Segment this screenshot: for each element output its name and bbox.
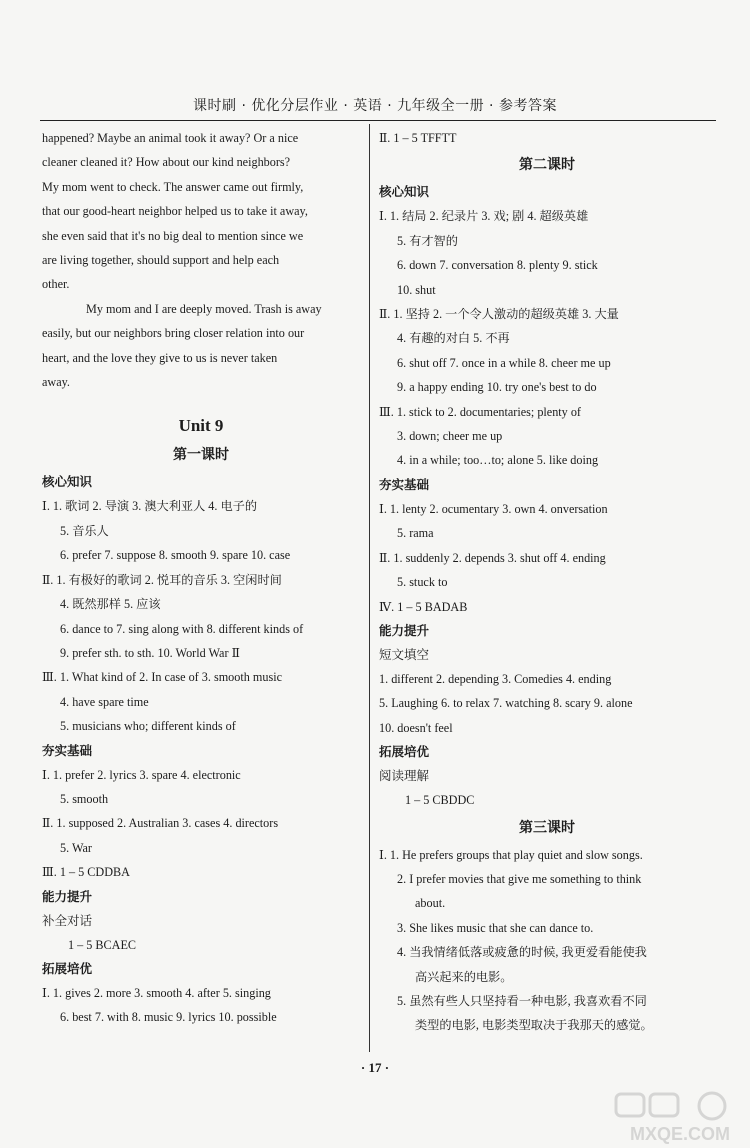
answer-line: Ⅲ. 1. stick to 2. documentaries; plenty of <box>379 404 581 419</box>
passage-line: that our good-heart neighbor helped us to take it away, <box>42 204 308 219</box>
extension-subtitle: 阅读理解 <box>379 768 430 784</box>
answer-line: 4. 既然那样 5. 应该 <box>60 597 161 612</box>
answer-line: 5. 音乐人 <box>60 523 109 538</box>
passage-paragraph-1 <box>42 126 360 297</box>
answer-line: 5. musicians who; different kinds of <box>60 719 236 734</box>
answer-line: Ⅱ. 1. supposed 2. Australian 3. cases 4. directors <box>42 816 279 831</box>
answer-line: Ⅰ. 1. 结局 2. 纪录片 3. 戏; 剧 4. 超级英雄 <box>379 209 589 224</box>
answer-line: 5. 有才智的 <box>397 233 458 248</box>
answer-line: 5. rama <box>397 526 434 541</box>
running-header: 课时刷 · 优化分层作业 · 英语 · 九年级全一册 · 参考答案 <box>193 98 557 114</box>
answer-line: 1 – 5 CBDDC <box>405 793 475 808</box>
passage-line: happened? Maybe an animal took it away? Or a nice <box>42 131 299 145</box>
answer-line: Ⅱ. 1 – 5 TFFTT <box>379 131 457 145</box>
answer-line: Ⅱ. 1. 有极好的歌词 2. 悦耳的音乐 3. 空闲时间 <box>42 572 282 587</box>
watermark-logo <box>612 1090 748 1146</box>
lesson-1-title: 第一课时 <box>173 447 229 464</box>
passage-line: she even said that it's no big deal to mention since we <box>42 228 304 243</box>
answer-line: 6. dance to 7. sing along with 8. different kinds of <box>60 621 304 636</box>
extension-title: 拓展培优 <box>379 744 430 760</box>
lesson-3-title: 第三课时 <box>519 819 575 836</box>
answer-line: Ⅰ. 1. 歌词 2. 导演 3. 澳大利亚人 4. 电子的 <box>42 499 258 514</box>
answer-line: 1 – 5 BCAEC <box>68 937 137 952</box>
answer-line: Ⅰ. 1. prefer 2. lyrics 3. spare 4. electronic <box>42 767 241 782</box>
passage-line: other. <box>42 277 70 292</box>
answer-line: about. <box>415 896 446 911</box>
basic-practice-title: 夯实基础 <box>379 476 430 492</box>
answer-line: 5. smooth <box>60 791 109 806</box>
answer-line: 4. 有趣的对白 5. 不再 <box>397 331 510 346</box>
column-divider <box>369 124 370 1052</box>
passage-line: heart, and the love they give to us is never taken <box>42 350 278 365</box>
passage-line: away. <box>42 375 70 390</box>
answer-line: 4. in a while; too…to; alone 5. like doing <box>397 453 599 468</box>
answer-line: 10. shut <box>397 282 436 297</box>
answer-line: 6. prefer 7. suppose 8. smooth 9. spare 10. case <box>60 548 291 563</box>
passage-line: My mom went to check. The answer came out firmly, <box>42 179 304 194</box>
passage-paragraph-2 <box>42 297 360 395</box>
answer-line: 5. War <box>60 840 92 855</box>
answer-line: 10. doesn't feel <box>379 720 453 735</box>
answer-line: 3. down; cheer me up <box>397 429 503 444</box>
answer-line: 9. a happy ending 10. try one's best to do <box>397 380 597 395</box>
answer-line: Ⅲ. 1 – 5 CDDBA <box>42 865 130 880</box>
passage-line: easily, but our neighbors bring closer relation into our <box>42 326 305 341</box>
answer-line: 4. 当我情绪低落或疲惫的时候, 我更爱看能使我 <box>397 945 647 960</box>
ability-subtitle: 短文填空 <box>379 646 430 662</box>
basic-practice-title: 夯实基础 <box>42 742 93 758</box>
answer-line: 1. different 2. depending 3. Comedies 4. ending <box>379 671 612 686</box>
answer-line: 3. She likes music that she can dance to. <box>397 920 594 935</box>
answer-line: 6. best 7. with 8. music 9. lyrics 10. possible <box>60 1010 277 1025</box>
ability-title: 能力提升 <box>379 622 430 638</box>
ability-title: 能力提升 <box>42 888 93 904</box>
passage-line: cleaner cleaned it? How about our kind neighbors? <box>42 155 291 170</box>
page-number: · 17 · <box>360 1060 390 1075</box>
answer-line: 4. have spare time <box>60 694 149 709</box>
core-knowledge-title: 核心知识 <box>379 184 430 200</box>
core-knowledge-title: 核心知识 <box>42 474 93 490</box>
answer-line: 9. prefer sth. to sth. 10. World War Ⅱ <box>60 645 240 660</box>
answer-line: Ⅱ. 1. 坚持 2. 一个令人激动的超级英雄 3. 大量 <box>379 307 619 322</box>
answer-line: 5. stuck to <box>397 575 448 590</box>
passage-line: My mom and I are deeply moved. Trash is away <box>86 301 322 316</box>
header-rule <box>40 120 716 121</box>
answer-line: Ⅰ. 1. He prefers groups that play quiet and slow songs. <box>379 847 643 862</box>
unit-title: Unit 9 <box>178 416 224 436</box>
answer-line: 6. shut off 7. once in a while 8. cheer me up <box>397 355 611 370</box>
answer-line: 2. I prefer movies that give me something to think <box>397 871 642 886</box>
ability-subtitle: 补全对话 <box>42 912 93 928</box>
answer-line: Ⅱ. 1. suddenly 2. depends 3. shut off 4. ending <box>379 550 606 565</box>
answer-line: 6. down 7. conversation 8. plenty 9. stick <box>397 258 598 273</box>
answer-line: 5. Laughing 6. to relax 7. watching 8. scary 9. alone <box>379 696 633 711</box>
lesson-2-title: 第二课时 <box>519 157 575 174</box>
answer-line: 5. 虽然有些人只坚持看一种电影, 我喜欢看不同 <box>397 993 647 1008</box>
answer-line: Ⅳ. 1 – 5 BADAB <box>379 599 468 614</box>
extension-title: 拓展培优 <box>42 960 93 976</box>
answer-line: Ⅰ. 1. lenty 2. ocumentary 3. own 4. onversation <box>379 501 608 516</box>
answer-line: 类型的电影, 电影类型取决于我那天的感觉。 <box>415 1018 653 1033</box>
passage-line: are living together, should support and help each <box>42 253 280 268</box>
svg-text:MXQE.COM: MXQE.COM <box>629 1124 731 1144</box>
answer-line: 高兴起来的电影。 <box>415 969 513 984</box>
left-column <box>42 126 360 1030</box>
answer-line: Ⅲ. 1. What kind of 2. In case of 3. smooth music <box>42 670 283 685</box>
right-column <box>379 126 715 1038</box>
answer-line: Ⅰ. 1. gives 2. more 3. smooth 4. after 5. singing <box>42 985 271 1000</box>
